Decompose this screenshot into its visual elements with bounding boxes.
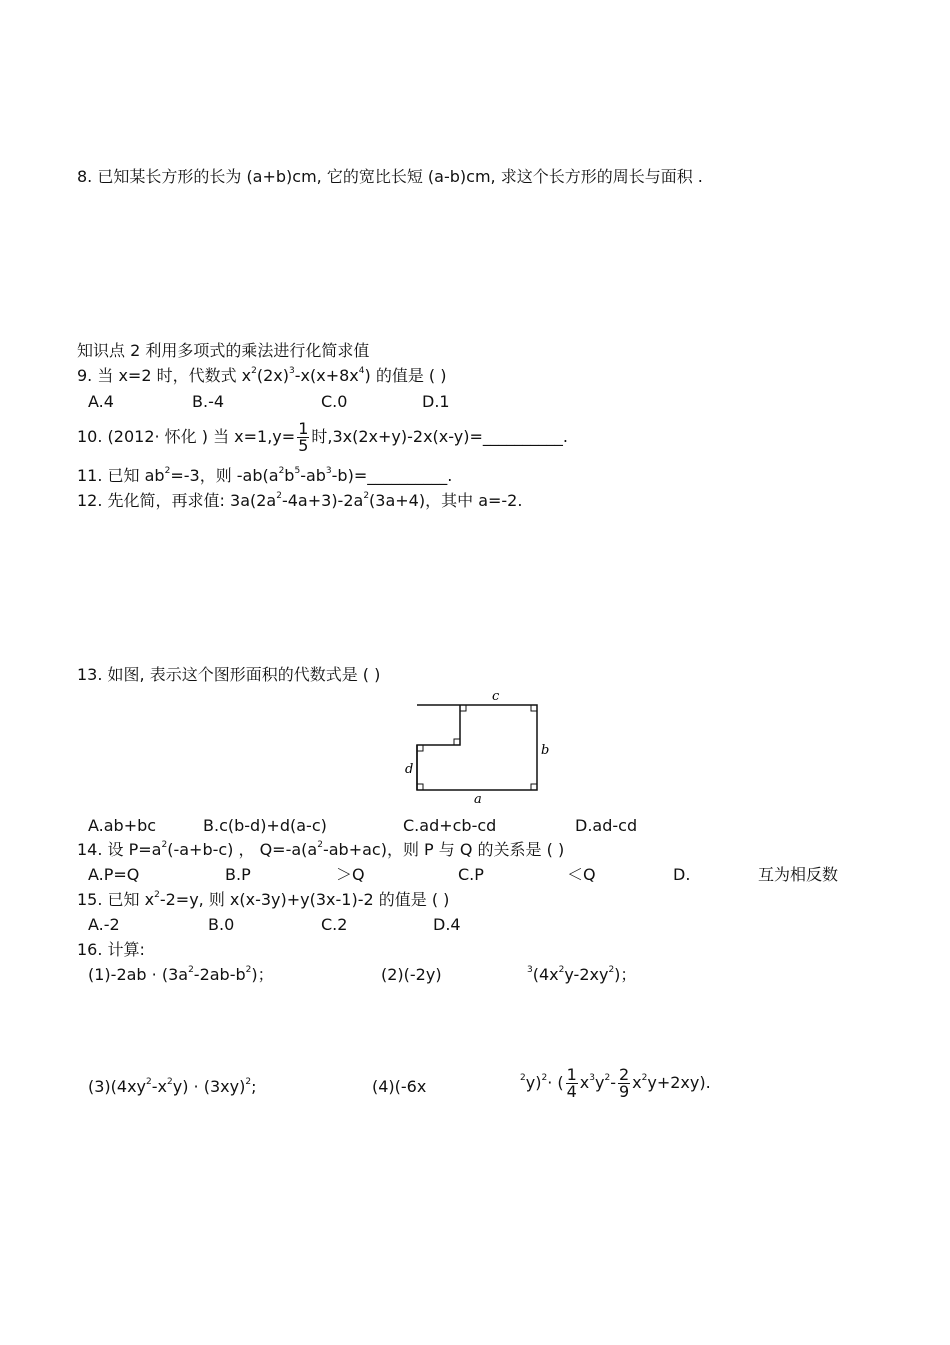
q16-part-2-b: $^3(4x^2y-2xy^2)$； <box>527 965 637 984</box>
q14-option-d-text: 互为相反数 <box>758 865 839 884</box>
question-10: 10. (2012· 怀化 ) 当 x=1,y= $\frac{1}{5}$ 时,3x(2x+y)-2x(x-y)=__________. <box>77 419 568 455</box>
q13-option-d: D.ad-cd <box>575 816 638 835</box>
q16-part-1: $(1)-2ab \cdot (3a^2-2ab-b^2)$； <box>88 965 274 984</box>
q16-part-4-a: (4)(-6x <box>372 1077 427 1096</box>
q15-option-a: A.-2 <box>88 915 120 934</box>
right-angle-mark <box>454 739 460 745</box>
figure-label-d: d <box>405 762 414 777</box>
question-16: 16. 计算: <box>77 940 145 959</box>
right-angle-mark <box>417 784 423 790</box>
q14-option-b-relation: ＞Q <box>336 865 365 884</box>
question-12: 12. 先化简，再求值: $3a(2a^2-4a+3)-2a^2(3a+4)$，其中 a=-2. <box>77 491 523 510</box>
right-angle-mark <box>417 745 423 751</box>
q9-option-c: C.0 <box>321 392 348 411</box>
q13-option-a: A.ab+bc <box>88 816 157 835</box>
q9-option-b: B.-4 <box>192 392 225 411</box>
q9-option-a: A.4 <box>88 392 114 411</box>
q15-option-b: B.0 <box>208 915 235 934</box>
figure-label-a: a <box>474 792 482 807</box>
fraction-one-fifth: $\frac{1}{5}$ <box>298 419 309 455</box>
figure-label-b: b <box>541 743 550 758</box>
q9-option-d: D.1 <box>422 392 450 411</box>
q16-part-4-b: $^2$y)$^2$· ( $\frac{1}{4}$ $x^3y^2-$ $\frac{2}{9}$ $x^2y+2xy$). <box>520 1065 711 1101</box>
figure-label-c: c <box>492 689 500 704</box>
l-shape-figure <box>395 688 565 808</box>
q14-option-c: C.P <box>458 865 484 884</box>
right-angle-mark <box>531 784 537 790</box>
q16-part-2-a: (2)(-2y) <box>381 965 442 984</box>
question-13: 13. 如图, 表示这个图形面积的代数式是 ( ) <box>77 665 381 684</box>
question-11: 11. 已知 $ab^2=-3$，则 $-ab(a^2b^5-ab^3-b)=\_\_\_\_\_\_\_\_\_\_$. <box>77 466 453 485</box>
right-angle-mark <box>531 705 537 711</box>
right-angle-mark <box>460 705 466 711</box>
figure-outline <box>417 705 537 790</box>
q14-option-d: D. <box>673 865 691 884</box>
section-heading: 知识点 2 利用多项式的乘法进行化简求值 <box>77 341 370 360</box>
q15-option-d: D.4 <box>433 915 461 934</box>
q15-option-c: C.2 <box>321 915 348 934</box>
q13-option-c: C.ad+cb-cd <box>403 816 497 835</box>
q14-option-a: A.P=Q <box>88 865 140 884</box>
fraction-two-ninths: $\frac{2}{9}$ <box>618 1065 630 1101</box>
question-8: 8. 已知某长方形的长为 (a+b)cm, 它的宽比长短 (a-b)cm, 求这个长方形的周长与面积 . <box>77 167 703 186</box>
q13-option-b: B.c(b-d)+d(a-c) <box>203 816 327 835</box>
question-14: 14. 设 $P=a^2(-a+b-c)$ ， $Q=-a(a^2-ab+ac)$，则 P 与 Q 的关系是 ( ) <box>77 840 565 859</box>
question-15: 15. 已知 $x^2-2=y$, 则 x(x-3y)+y(3x-1)-2 的值是 ( ) <box>77 890 450 909</box>
fraction-one-quarter: $\frac{1}{4}$ <box>566 1065 577 1101</box>
q14-option-c-relation: ＜Q <box>567 865 596 884</box>
question-9: 9. 当 x=2 时，代数式 $x^2(2x)^3-x(x+8x^4)$ 的值是 ( ) <box>77 366 447 385</box>
q16-part-3: $(3)(4xy^2-x^2y) \cdot (3xy)^2$; <box>88 1077 257 1096</box>
q14-option-b: B.P <box>225 865 251 884</box>
